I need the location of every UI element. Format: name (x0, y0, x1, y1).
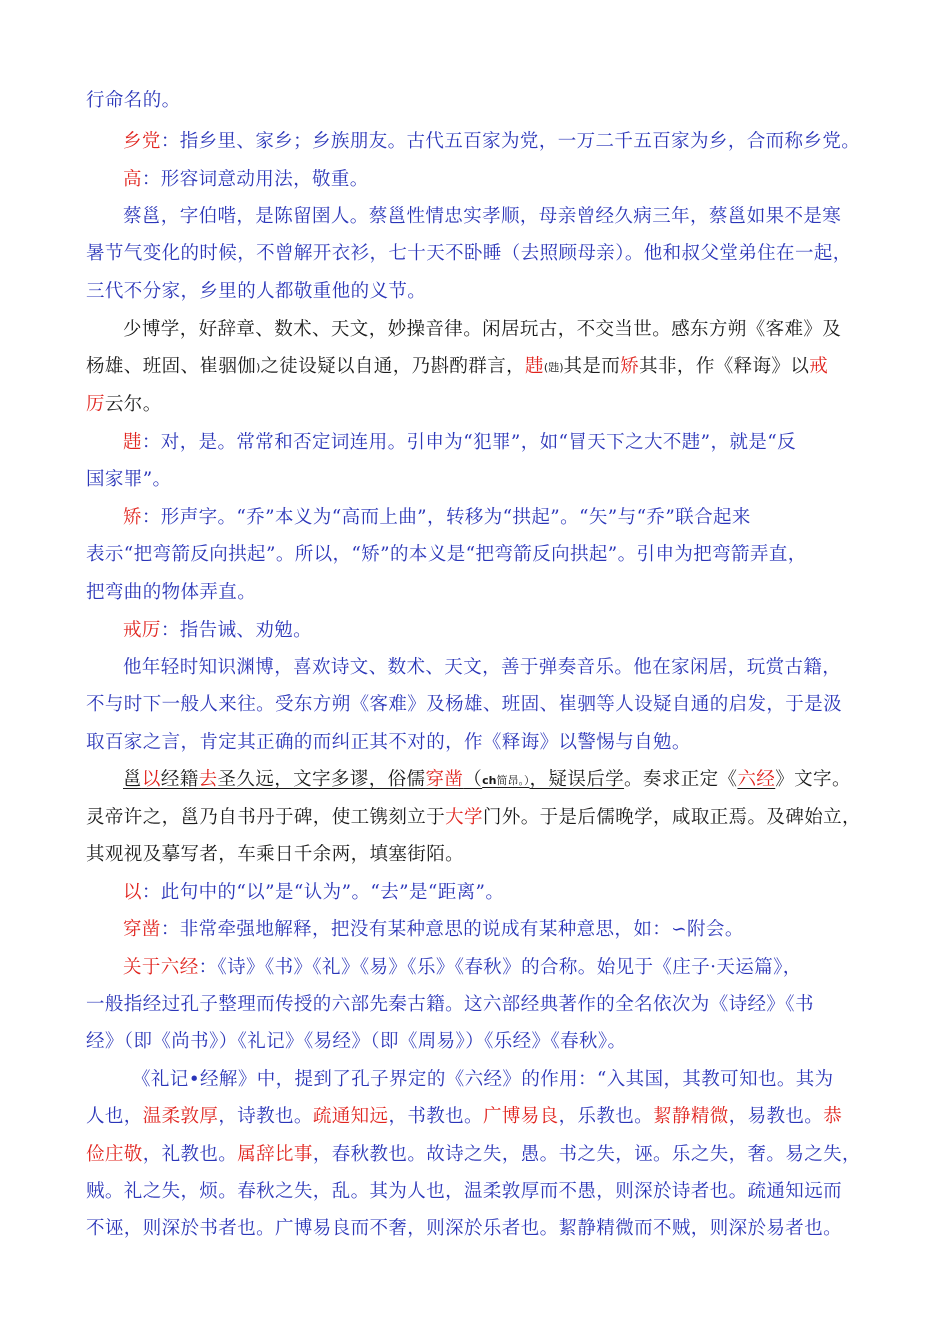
text-segment: ：指告诫、劝勉。 (160, 620, 313, 641)
definition-line (123, 956, 802, 980)
definition-line (123, 168, 369, 192)
text-segment: ：此句中的“以”是“认为”。“去”是“距离”。 (141, 882, 505, 903)
definition-line (86, 468, 171, 492)
translation-line (86, 242, 852, 266)
highlighted-term: 俭庄敬 (86, 1144, 143, 1165)
highlighted-term: 矫 (620, 356, 640, 377)
text-segment: ，诗教也。 (218, 1106, 313, 1127)
highlighted-term: 去 (198, 769, 218, 790)
highlighted-term: 絜静精微 (653, 1106, 729, 1127)
source-text-line (86, 355, 828, 380)
text-segment: 门外。于是后儒晚学，咸取正焉。及碑始立， (482, 807, 861, 828)
highlighted-term: 关于六经 (123, 957, 199, 978)
translation-line (123, 205, 841, 229)
definition-line (123, 130, 860, 154)
quotation-line (86, 1143, 861, 1167)
text-segment: 《礼记•经解》中，提到了孔子界定的《六经》的作用：“入其国，其教可知也。其为 (132, 1069, 834, 1090)
text-segment: 他年轻时知识渊博，喜欢诗文、数术、天文，善于弹奏音乐。他在家闲居，玩赏古籍， (123, 657, 842, 678)
text-segment: ，礼教也。 (142, 1144, 238, 1165)
quotation-line (132, 1068, 834, 1092)
translation-line (123, 656, 841, 680)
translation-line (86, 280, 426, 304)
source-text-line (123, 318, 841, 342)
highlighted-term: 戒 (809, 356, 829, 377)
highlighted-term: 大学 (445, 807, 483, 828)
text-segment: 国家罪”。 (86, 469, 172, 490)
text-segment: 蔡邕，字伯喈，是陈留圉人。蔡邕性情忠实孝顺，母亲曾经久病三年，蔡邕如果不是寒 (123, 206, 842, 227)
text-segment: 。奏求正定《 (624, 769, 738, 790)
highlighted-term: 广博易良 (482, 1106, 559, 1127)
definition-line (123, 431, 796, 455)
text-segment: ch (482, 774, 497, 787)
highlighted-term: 疏通知远 (312, 1106, 389, 1127)
text-segment: (韪) (543, 361, 564, 374)
text-segment: ：形声字。“乔”本义为“高而上曲”，转移为“拱起”。“矢”与“乔”联合起来 (141, 507, 751, 528)
text-segment: 暑节气变化的时候，不曾解开衣衫，七十天不卧睡（去照顾母亲）。他和叔父堂弟住在一起， (86, 243, 852, 264)
definition-line (86, 1030, 626, 1054)
text-segment: 其非，作《释诲》以 (639, 356, 810, 377)
definition-line (86, 993, 814, 1017)
definition-line (86, 581, 256, 605)
text-segment: 少博学，好辞章、数术、天文，妙操音律。闲居玩古，不交当世。感东方朔《客难》及 (123, 319, 842, 340)
text-segment: 》文字。 (775, 769, 851, 790)
highlighted-term: 以 (123, 882, 142, 903)
text-segment: 取百家之言，肯定其正确的而纠正其不对的，作《释诲》以警惕与自勉。 (86, 732, 691, 753)
text-segment: ，易教也。 (728, 1106, 824, 1127)
text-segment: 贼。礼之失，烦。春秋之失，乱。其为人也，温柔敦厚而不愚，则深於诗者也。疏通知远而 (86, 1181, 843, 1202)
text-segment: （ (463, 769, 483, 790)
highlighted-term: 韪 (123, 432, 142, 453)
text-segment: ：形容词意动用法，敬重。 (141, 169, 369, 190)
text-segment: 把弯曲的物体弄直。 (86, 582, 257, 603)
text-segment: 简昂。） (496, 774, 530, 787)
text-segment: ，疑误后学 (529, 769, 625, 790)
source-text-line (86, 393, 162, 417)
source-text-line (123, 768, 851, 793)
text-segment: 圣久远，文字多谬，俗儒 (217, 769, 426, 790)
highlighted-term: 乡党 (123, 131, 161, 152)
highlighted-term: 六经 (737, 769, 776, 790)
text-segment: 其是而 (563, 356, 621, 377)
definition-line (123, 881, 504, 905)
text-segment: 云尔。 (104, 394, 162, 415)
text-segment: ，春秋教也。故诗之失，愚。书之失，诬。乐之失，奢。易之失， (312, 1144, 861, 1165)
definition-line (123, 619, 312, 643)
highlighted-term: 恭 (823, 1106, 843, 1127)
quotation-line (86, 1217, 842, 1241)
definition-line (86, 543, 807, 567)
text-segment: ：《诗》《书》《礼》《易》《乐》《春秋》的合称。始见于《庄子·天运篇》， (198, 957, 802, 978)
translation-line (86, 731, 691, 755)
text-segment: ) (256, 361, 261, 374)
text-line (86, 89, 181, 113)
highlighted-term: 穿凿 (425, 769, 464, 790)
highlighted-term: 高 (123, 169, 142, 190)
text-segment: ：指乡里、家乡；乡族朋友。古代五百家为党，一万二千五百家为乡，合而称乡党。 (160, 131, 861, 152)
text-segment: 杨雄、班固、崔骃伽 (86, 356, 257, 377)
text-segment: 不与时下一般人来往。受东方朔《客难》及杨雄、班固、崔驷等人设疑自通的启发，于是汲 (86, 694, 843, 715)
quotation-line (86, 1105, 842, 1129)
definition-line (123, 918, 744, 942)
highlighted-term: 以 (141, 769, 161, 790)
definition-line (123, 506, 751, 530)
text-segment: 表示“把弯箭反向拱起”。所以，“矫”的本义是“把弯箭反向拱起”。引申为把弯箭弄直， (86, 544, 807, 565)
text-segment: ：对，是。常常和否定词连用。引申为“犯罪”，如“冒天下之大不韪”，就是“反 (141, 432, 796, 453)
highlighted-term: 矫 (123, 507, 142, 528)
text-segment: 其观视及摹写者，车乘日千余两，填塞街陌。 (86, 844, 465, 865)
text-segment: 经籍 (160, 769, 199, 790)
text-segment: ：非常牵强地解释，把没有某种意思的说成有某种意思，如：∽附会。 (160, 919, 744, 940)
text-segment: 人也， (86, 1106, 143, 1127)
text-segment: 邕 (123, 769, 142, 790)
text-segment: 一般指经过孔子整理而传授的六部先秦古籍。这六部经典著作的全名依次为《诗经》《书 (86, 994, 814, 1015)
translation-line (86, 693, 842, 717)
source-text-line (86, 806, 861, 830)
highlighted-term: 属辞比事 (237, 1144, 313, 1165)
highlighted-term: 温柔敦厚 (142, 1106, 219, 1127)
text-segment: 灵帝许之，邕乃自书丹于碑，使工镌刻立于 (86, 807, 446, 828)
text-segment: 行命名的。 (86, 90, 181, 111)
text-segment: 三代不分家，乡里的人都敬重他的义节。 (86, 281, 427, 302)
quotation-line (86, 1180, 842, 1204)
highlighted-term: 韪 (525, 356, 544, 377)
source-text-line (86, 843, 464, 867)
text-segment: 经》（即《尚书》）《礼记》《易经》（即《周易》）《乐经》《春秋》。 (86, 1031, 627, 1052)
text-segment: ，乐教也。 (558, 1106, 654, 1127)
highlighted-term: 穿凿 (123, 919, 161, 940)
text-segment: ，书教也。 (388, 1106, 483, 1127)
text-segment: 之徒设疑以自通，乃斟酌群言， (260, 356, 526, 377)
highlighted-term: 戒厉 (123, 620, 161, 641)
text-segment: 不诬，则深於书者也。广博易良而不奢，则深於乐者也。絜静精微而不贼，则深於易者也。 (86, 1218, 843, 1239)
highlighted-term: 厉 (86, 394, 105, 415)
